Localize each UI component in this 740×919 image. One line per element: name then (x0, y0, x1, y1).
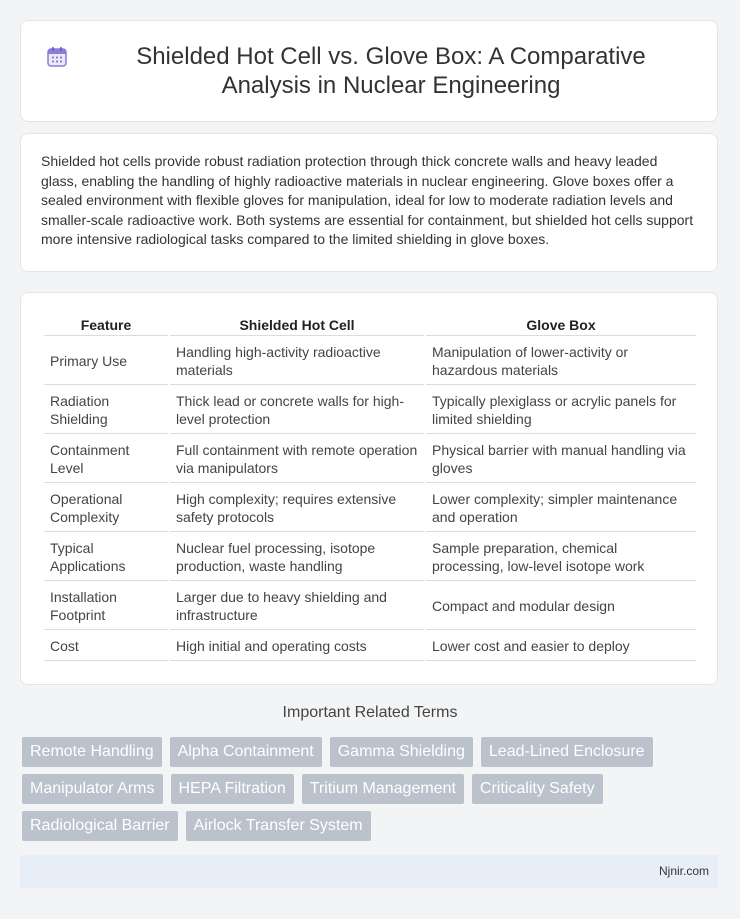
intro-card (20, 133, 718, 272)
row-glove-box: Lower complexity; simpler maintenance and operation (426, 485, 696, 532)
row-feature: Primary Use (44, 338, 168, 385)
row-shielded-hot-cell: Thick lead or concrete walls for high-level protection (170, 387, 424, 434)
row-glove-box: Physical barrier with manual handling via gloves (426, 436, 696, 483)
table-row (44, 632, 696, 661)
row-feature: Radiation Shielding (44, 387, 168, 434)
header-feature: Feature (44, 315, 168, 336)
calendar-icon (45, 45, 69, 69)
term-tag[interactable]: Lead-Lined Enclosure (481, 737, 653, 767)
table-header-row (44, 315, 696, 336)
title-wrap (45, 42, 693, 100)
row-feature: Cost (44, 632, 168, 661)
table-row (44, 436, 696, 483)
comparison-table-card (20, 292, 718, 685)
term-tag[interactable]: Tritium Management (302, 774, 464, 804)
term-tag[interactable]: Airlock Transfer System (186, 811, 371, 841)
table-row (44, 534, 696, 581)
table-row (44, 338, 696, 385)
related-terms-list (22, 737, 682, 841)
intro-paragraph: Shielded hot cells provide robust radiation protection through thick concrete walls and heavy leaded glass, enabling the handling of highly radioactive materials in nuclear engineering. Glove boxes offer a sealed environment with flexible gloves for manipulation, ideal for low to moderate radiation levels and smaller-scale radioactive work. Both systems are essential for containment, but shielded hot cells support more intensive radiological tasks compared to the limited shielding in glove boxes. (41, 153, 694, 248)
related-terms-heading: Important Related Terms (282, 704, 458, 721)
term-tag[interactable]: Alpha Containment (170, 737, 322, 767)
row-shielded-hot-cell: Nuclear fuel processing, isotope production, waste handling (170, 534, 424, 581)
term-tag[interactable]: Criticality Safety (472, 774, 603, 804)
term-tag[interactable]: Manipulator Arms (22, 774, 163, 804)
row-feature: Containment Level (44, 436, 168, 483)
row-glove-box: Compact and modular design (426, 583, 696, 630)
row-feature: Installation Footprint (44, 583, 168, 630)
row-glove-box: Sample preparation, chemical processing, low-level isotope work (426, 534, 696, 581)
comparison-table (42, 313, 698, 663)
term-tag[interactable]: Radiological Barrier (22, 811, 178, 841)
row-glove-box: Lower cost and easier to deploy (426, 632, 696, 661)
row-feature: Typical Applications (44, 534, 168, 581)
header-glove-box: Glove Box (426, 315, 696, 336)
title-card (20, 20, 718, 122)
row-shielded-hot-cell: Full containment with remote operation via manipulators (170, 436, 424, 483)
page-title: Shielded Hot Cell vs. Glove Box: A Comparative Analysis in Nuclear Engineering (136, 43, 646, 99)
table-row (44, 387, 696, 434)
row-shielded-hot-cell: High complexity; requires extensive safety protocols (170, 485, 424, 532)
row-feature: Operational Complexity (44, 485, 168, 532)
footer-site-link[interactable]: Njnir.com (658, 864, 709, 878)
header-shielded-hot-cell: Shielded Hot Cell (170, 315, 424, 336)
table-row (44, 583, 696, 630)
row-shielded-hot-cell: Larger due to heavy shielding and infrastructure (170, 583, 424, 630)
term-tag[interactable]: Gamma Shielding (330, 737, 473, 767)
row-glove-box: Manipulation of lower-activity or hazardous materials (426, 338, 696, 385)
row-glove-box: Typically plexiglass or acrylic panels for limited shielding (426, 387, 696, 434)
term-tag[interactable]: HEPA Filtration (171, 774, 294, 804)
term-tag[interactable]: Remote Handling (22, 737, 162, 767)
row-shielded-hot-cell: Handling high-activity radioactive materials (170, 338, 424, 385)
table-row (44, 485, 696, 532)
footer (20, 855, 718, 888)
row-shielded-hot-cell: High initial and operating costs (170, 632, 424, 661)
